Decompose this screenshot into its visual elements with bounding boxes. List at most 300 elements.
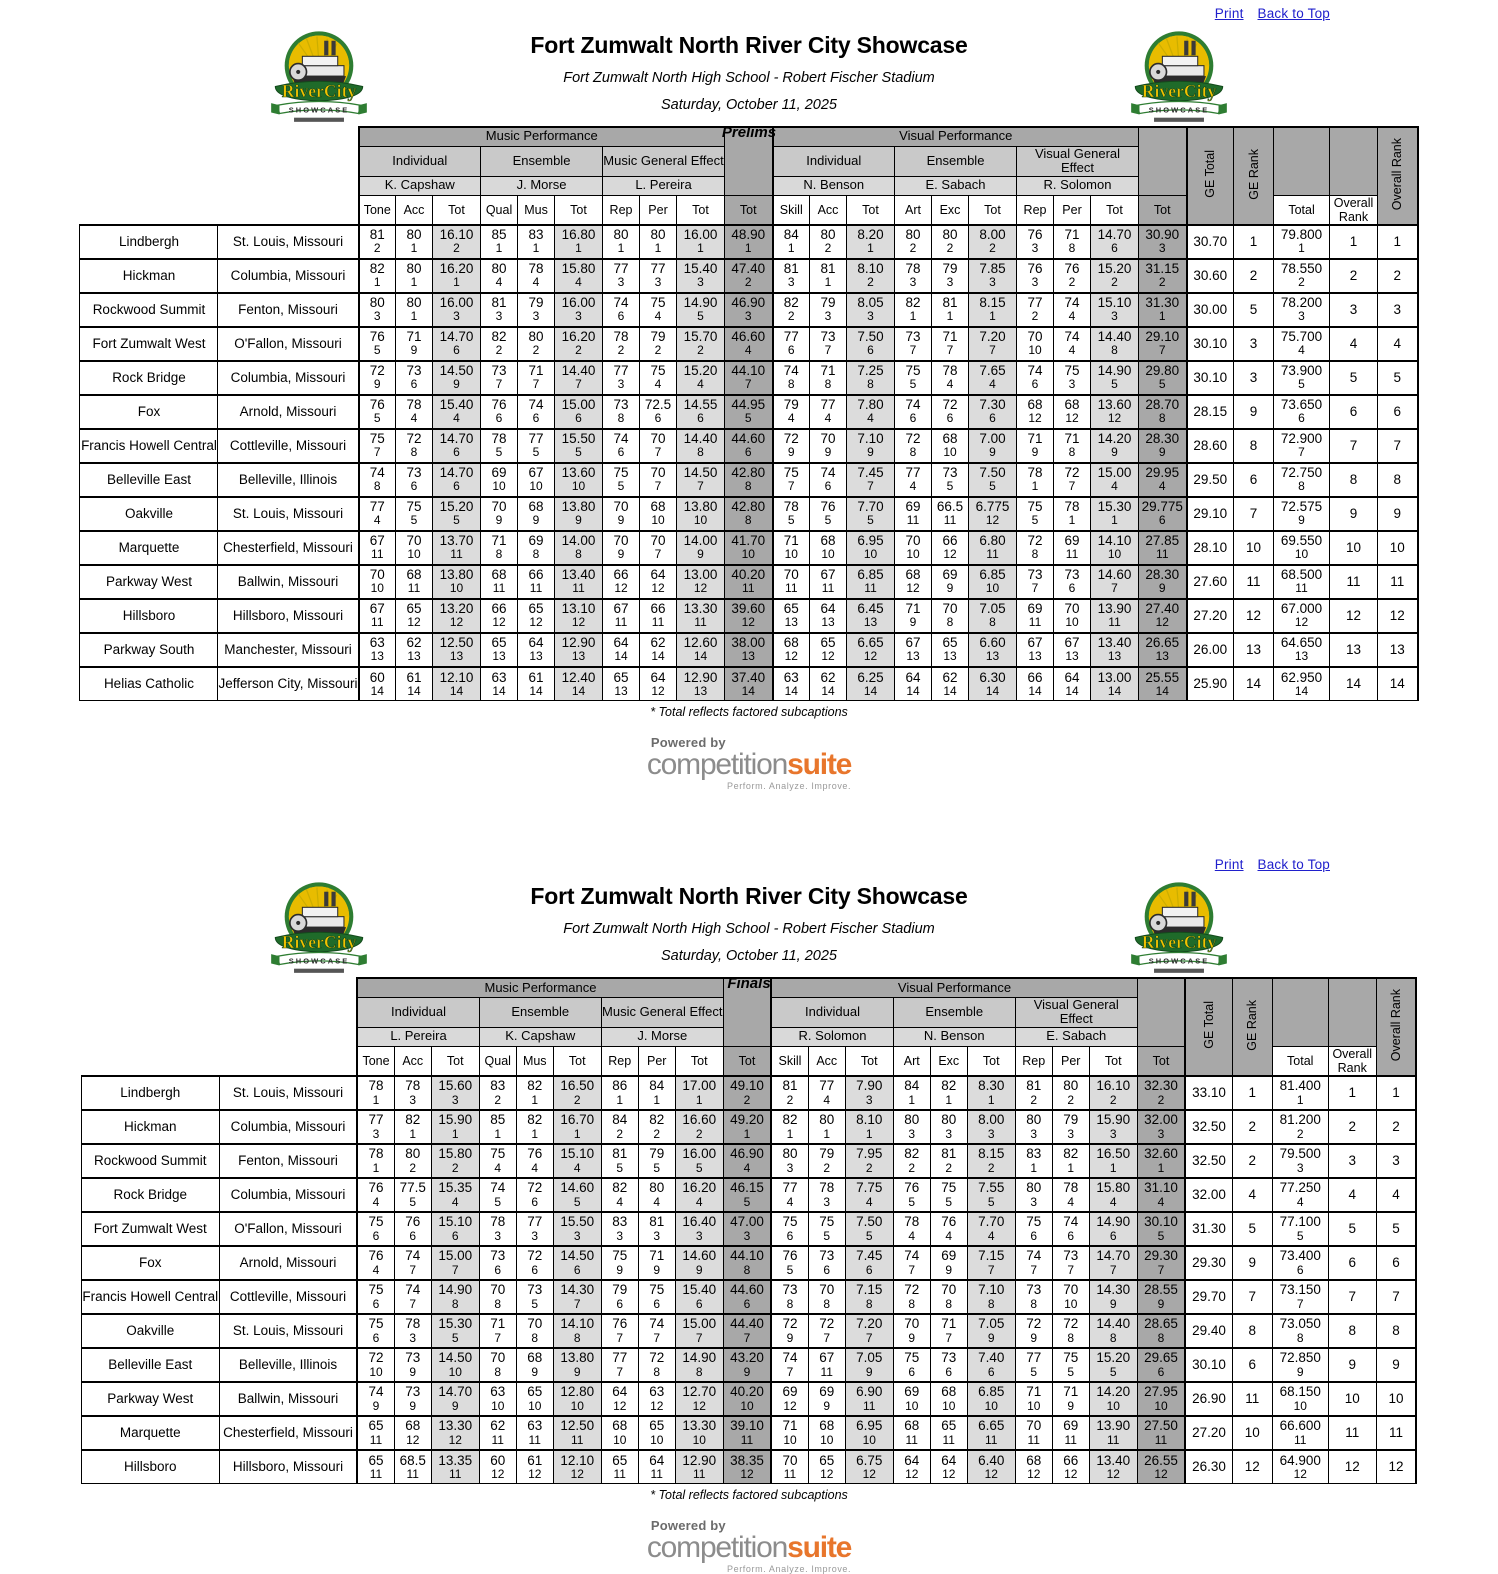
caption-tot: Tot — [969, 195, 1017, 225]
judge-visual-individual: N. Benson — [773, 176, 895, 195]
score-cell — [773, 531, 810, 565]
score-value: 71 — [783, 533, 799, 549]
score-cell — [433, 633, 481, 667]
score-cell — [930, 1348, 967, 1382]
score-value: 78.550 — [1280, 261, 1323, 277]
score-value: 7.55 — [978, 1180, 1005, 1196]
score-value: 7.70 — [857, 499, 884, 515]
score-value: 63 — [783, 669, 799, 685]
score-cell — [1328, 1314, 1376, 1348]
score-value: 32.60 — [1144, 1146, 1178, 1162]
score-cell — [1015, 1450, 1052, 1484]
score-rank: 7 — [654, 445, 662, 460]
score-rank: 9 — [617, 513, 625, 528]
score-cell — [1015, 1110, 1052, 1144]
score-cell — [1274, 225, 1330, 259]
score-cell — [357, 1076, 394, 1110]
score-rank: 1 — [909, 309, 917, 324]
score-cell — [932, 565, 969, 599]
score-rank: 12 — [1064, 1466, 1078, 1481]
score-value: 14.20 — [1096, 1384, 1131, 1400]
spacer-cell — [81, 978, 357, 997]
score-cell — [396, 599, 433, 633]
spacer-cell — [81, 997, 357, 1027]
score-value: 64 — [650, 567, 666, 583]
score-cell — [1232, 1348, 1272, 1382]
score-rank: 5 — [495, 445, 503, 460]
score-rank: 11 — [742, 581, 755, 596]
caption-tot: Tot — [553, 1046, 601, 1076]
score-cell — [1378, 395, 1418, 429]
score-value: 7.05 — [979, 601, 1006, 617]
score-rank: 5 — [987, 1194, 995, 1209]
score-rank: 12 — [693, 581, 708, 596]
score-value: 6.80 — [979, 533, 1006, 549]
score-rank: 6 — [453, 445, 460, 460]
score-cell — [723, 1178, 771, 1212]
score-cell — [1089, 1314, 1137, 1348]
ensemble-city: Belleville, Illinois — [219, 1348, 357, 1382]
score-rank: 4 — [1068, 309, 1076, 324]
score-value: 28.70 — [1145, 397, 1180, 413]
score-rank: 14 — [529, 683, 543, 698]
score-cell — [1017, 599, 1054, 633]
score-rank: 2 — [495, 343, 503, 358]
score-value: 79 — [1063, 1112, 1079, 1128]
score-rank: 11 — [785, 581, 798, 596]
ensemble-city: Columbia, Missouri — [219, 1110, 357, 1144]
score-cell — [725, 565, 773, 599]
score-rank: 8 — [575, 547, 582, 562]
score-rank: 5 — [531, 1296, 539, 1311]
score-value: 68 — [405, 1418, 421, 1434]
score-cell — [1139, 497, 1187, 531]
score-cell — [967, 1348, 1015, 1382]
score-cell — [1137, 1450, 1185, 1484]
print-link[interactable]: Print — [1214, 857, 1244, 873]
score-rank: 7 — [987, 1262, 995, 1277]
score-cell — [808, 1280, 845, 1314]
score-value: 72 — [369, 363, 385, 379]
score-rank: 9 — [373, 377, 381, 392]
score-rank: 11 — [905, 1432, 918, 1447]
section-gap — [0, 791, 1498, 851]
score-value: 75 — [905, 363, 921, 379]
score-rank: 9 — [409, 1398, 417, 1413]
score-cell — [1054, 225, 1091, 259]
score-cell — [1234, 565, 1274, 599]
score-value: 13.60 — [1097, 397, 1132, 413]
score-cell — [555, 327, 603, 361]
score-rank: 8 — [908, 1296, 916, 1311]
score-rank: 6 — [787, 343, 795, 358]
score-value: 72 — [904, 1282, 920, 1298]
score-cell — [359, 497, 396, 531]
score-value: 79 — [783, 397, 799, 413]
score-value: 81 — [941, 1146, 957, 1162]
score-cell — [640, 429, 677, 463]
score-cell — [603, 531, 640, 565]
score-value: 73 — [1064, 567, 1080, 583]
score-rank: 12 — [491, 1466, 505, 1481]
prelims-scores-table — [79, 126, 1418, 701]
score-value: 14.40 — [1097, 329, 1132, 345]
score-cell — [1376, 1178, 1416, 1212]
score-cell — [516, 1280, 553, 1314]
score-value: 12.10 — [560, 1452, 595, 1468]
score-rank: 3 — [373, 309, 381, 324]
score-cell — [847, 327, 895, 361]
score-value: 73.400 — [1279, 1248, 1321, 1264]
score-rank: 2 — [1067, 1092, 1075, 1107]
score-cell — [1272, 1382, 1328, 1416]
visual-ensemble-group: Ensemble — [893, 997, 1015, 1027]
score-rank: 10 — [740, 1398, 754, 1413]
score-value: 14.60 — [1097, 567, 1132, 583]
score-rank: 11 — [1295, 581, 1308, 596]
score-value: 72.750 — [1280, 465, 1323, 481]
score-value: 65 — [528, 601, 544, 617]
score-cell — [1272, 1076, 1328, 1110]
score-value: 75 — [612, 1248, 628, 1264]
score-value: 80 — [1026, 1180, 1042, 1196]
judge-music-ge: J. Morse — [601, 1027, 723, 1046]
score-cell — [431, 1076, 479, 1110]
score-rank: 10 — [863, 547, 878, 562]
score-value: 74 — [782, 1350, 798, 1366]
score-rank: 1 — [372, 1092, 380, 1107]
score-value: 15.35 — [438, 1180, 473, 1196]
score-value: 70 — [1027, 329, 1043, 345]
score-cell — [1378, 429, 1418, 463]
score-cell — [1185, 1280, 1232, 1314]
score-value: 13.00 — [683, 567, 718, 583]
score-rank: 2 — [453, 241, 460, 256]
score-cell — [1274, 429, 1330, 463]
score-cell — [893, 1382, 930, 1416]
table-row — [81, 1246, 1416, 1280]
score-rank: 5 — [410, 513, 418, 528]
score-cell — [771, 1314, 808, 1348]
score-rank: 4 — [494, 1160, 502, 1175]
score-rank: 12 — [1293, 1466, 1307, 1481]
score-value: 9 — [1392, 1357, 1400, 1373]
score-value: 80 — [1063, 1078, 1079, 1094]
score-rank: 6 — [409, 1228, 417, 1243]
score-value: 6.65 — [857, 635, 884, 651]
score-cell — [1052, 1416, 1089, 1450]
brand-suite: suite — [787, 748, 852, 782]
score-rank: 3 — [1158, 241, 1166, 256]
judge-visual-ge: R. Solomon — [1017, 176, 1139, 195]
score-value: 8.15 — [978, 1146, 1005, 1162]
score-value: 28.30 — [1145, 431, 1180, 447]
score-cell — [845, 1246, 893, 1280]
score-value: 72 — [783, 431, 799, 447]
score-cell — [675, 1212, 723, 1246]
score-value: 79 — [942, 261, 958, 277]
score-cell — [1015, 1178, 1052, 1212]
finals-footnote: * Total reflects factored subcaptions — [650, 1488, 848, 1503]
score-rank: 2 — [945, 1160, 953, 1175]
score-cell — [1015, 1382, 1052, 1416]
score-value: 7.50 — [979, 465, 1006, 481]
page-title: Fort Zumwalt North River City Showcase — [530, 32, 968, 58]
score-cell — [895, 633, 932, 667]
score-cell — [1376, 1110, 1416, 1144]
score-value: 81 — [491, 295, 507, 311]
score-rank: 3 — [823, 1194, 831, 1209]
score-cell — [1234, 259, 1274, 293]
score-value: 15.90 — [1096, 1112, 1131, 1128]
score-rank: 8 — [743, 1262, 751, 1277]
score-cell — [723, 1382, 771, 1416]
score-value: 8.10 — [856, 1112, 883, 1128]
score-cell — [773, 497, 810, 531]
score-cell — [1328, 1178, 1376, 1212]
score-cell — [431, 1314, 479, 1348]
score-rank: 9 — [453, 377, 460, 392]
score-value: 66 — [491, 601, 507, 617]
score-value: 75 — [369, 431, 385, 447]
score-value: 62.950 — [1280, 669, 1323, 685]
score-cell — [1272, 1450, 1328, 1484]
score-rank: 11 — [572, 581, 585, 596]
score-value: 77.250 — [1279, 1180, 1321, 1196]
score-cell — [1089, 1382, 1137, 1416]
score-cell — [518, 429, 555, 463]
score-cell — [969, 497, 1017, 531]
score-cell — [1091, 259, 1139, 293]
caption-tot: Tot — [433, 195, 481, 225]
score-cell — [808, 1110, 845, 1144]
score-cell — [967, 1246, 1015, 1280]
score-value: 16.20 — [561, 329, 596, 345]
score-rank: 12 — [1027, 1466, 1041, 1481]
score-rank: 6 — [945, 1364, 953, 1379]
score-value: 81 — [820, 261, 836, 277]
score-cell — [1089, 1246, 1137, 1280]
score-value: 77 — [1027, 295, 1043, 311]
score-value: 16.10 — [1096, 1078, 1131, 1094]
score-value: 80 — [369, 295, 385, 311]
score-value: 13.40 — [1096, 1452, 1131, 1468]
score-value: 15.20 — [683, 363, 718, 379]
score-rank: 12 — [406, 1432, 420, 1447]
score-value: 7.10 — [857, 431, 884, 447]
score-value: 76 — [369, 329, 385, 345]
score-cell — [479, 1450, 516, 1484]
score-value: 77 — [368, 1112, 384, 1128]
score-rank: 4 — [372, 1194, 380, 1209]
score-cell — [810, 599, 847, 633]
score-cell — [1054, 293, 1091, 327]
overall-rank-header — [1330, 127, 1378, 195]
score-value: 80 — [405, 1146, 421, 1162]
score-rank: 9 — [824, 445, 832, 460]
score-value: 1 — [1248, 1085, 1256, 1101]
prelims-title-block — [379, 22, 1119, 141]
score-rank: 4 — [653, 1194, 661, 1209]
score-cell — [1015, 1144, 1052, 1178]
score-rank: 4 — [945, 1228, 953, 1243]
back-to-top-link[interactable]: Back to Top — [1257, 857, 1330, 873]
score-cell — [357, 1314, 394, 1348]
total-header — [1274, 127, 1330, 195]
score-cell — [640, 463, 677, 497]
score-cell — [359, 395, 396, 429]
print-link[interactable]: Print — [1214, 6, 1244, 21]
score-cell — [481, 395, 518, 429]
score-value: 84 — [612, 1112, 628, 1128]
ensemble-city: St. Louis, Missouri — [219, 1076, 357, 1110]
score-cell — [723, 1280, 771, 1314]
score-rank: 8 — [573, 1330, 581, 1345]
score-cell — [1330, 327, 1378, 361]
score-cell — [723, 1076, 771, 1110]
ensemble-city: Columbia, Missouri — [218, 361, 359, 395]
score-rank: 5 — [823, 1228, 831, 1243]
score-rank: 5 — [945, 1194, 953, 1209]
score-value: 43.20 — [730, 1350, 764, 1366]
table-row — [81, 1076, 1416, 1110]
score-rank: 4 — [823, 1092, 831, 1107]
score-cell — [969, 667, 1017, 701]
score-cell — [930, 1450, 967, 1484]
score-value: 78 — [1027, 465, 1043, 481]
score-cell — [394, 1314, 431, 1348]
ensemble-name: Francis Howell Central — [80, 429, 218, 463]
score-cell — [394, 1382, 431, 1416]
score-rank: 8 — [1296, 1330, 1304, 1345]
score-rank: 2 — [1031, 309, 1039, 324]
score-value: 73 — [782, 1282, 798, 1298]
caption-rep: Rep — [601, 1046, 638, 1076]
score-value: 70 — [613, 533, 629, 549]
score-value: 60 — [490, 1452, 506, 1468]
score-cell — [553, 1314, 601, 1348]
score-cell — [893, 1144, 930, 1178]
caption-tot: Tot — [967, 1046, 1015, 1076]
back-to-top-link[interactable]: Back to Top — [1257, 6, 1330, 21]
score-value: 26.55 — [1144, 1452, 1178, 1468]
score-value: 32.00 — [1144, 1112, 1178, 1128]
score-rank: 6 — [946, 411, 954, 426]
score-value: 15.20 — [439, 499, 474, 515]
ensemble-city: Columbia, Missouri — [218, 259, 359, 293]
score-cell — [1272, 1110, 1328, 1144]
score-cell — [1330, 361, 1378, 395]
score-cell — [603, 225, 640, 259]
score-cell — [1234, 395, 1274, 429]
score-rank: 13 — [1294, 649, 1309, 664]
score-value: 7.15 — [978, 1248, 1005, 1264]
score-rank: 12 — [783, 1398, 797, 1413]
score-rank: 13 — [571, 649, 586, 664]
score-cell — [1139, 429, 1187, 463]
powered-by-block — [0, 735, 1498, 791]
score-value: 14.55 — [683, 397, 718, 413]
score-cell — [431, 1212, 479, 1246]
score-value: 78 — [1064, 499, 1080, 515]
score-cell — [603, 599, 640, 633]
score-rank: 14 — [1155, 683, 1169, 698]
score-rank: 11 — [371, 615, 384, 630]
score-rank: 7 — [946, 343, 954, 358]
score-cell — [847, 531, 895, 565]
score-cell — [638, 1382, 675, 1416]
score-rank: 11 — [492, 581, 506, 596]
score-cell — [677, 565, 725, 599]
score-rank: 3 — [494, 1228, 502, 1243]
score-cell — [516, 1144, 553, 1178]
score-value: 42.80 — [731, 499, 766, 515]
overall-rank-rotated-header — [1378, 127, 1418, 225]
score-rank: 9 — [987, 1330, 995, 1345]
score-rank: 11 — [864, 581, 877, 596]
score-cell — [810, 361, 847, 395]
overall-rank-rotated-header — [1376, 978, 1416, 1076]
score-value: 30.10 — [1193, 336, 1228, 352]
score-value: 68 — [1026, 1452, 1042, 1468]
score-cell — [845, 1348, 893, 1382]
score-value: 72 — [527, 1180, 543, 1196]
score-value: 6.45 — [857, 601, 884, 617]
score-rank: 3 — [946, 275, 954, 290]
score-rank: 11 — [651, 615, 665, 630]
rotated-label: GE Total — [1202, 1001, 1216, 1049]
score-rank: 4 — [697, 377, 704, 392]
score-cell — [677, 225, 725, 259]
score-rank: 2 — [823, 1160, 831, 1175]
score-rank: 7 — [1298, 445, 1305, 460]
ensemble-name: Fort Zumwalt West — [81, 1212, 219, 1246]
score-cell — [394, 1144, 431, 1178]
river-city-showcase-logo-icon — [1127, 22, 1231, 126]
score-rank: 1 — [744, 241, 752, 256]
score-cell — [677, 361, 725, 395]
score-value: 67.000 — [1280, 601, 1323, 617]
score-rank: 6 — [531, 1194, 539, 1209]
score-rank: 8 — [410, 445, 418, 460]
score-cell — [638, 1178, 675, 1212]
score-value: 66.600 — [1279, 1418, 1321, 1434]
score-cell — [396, 429, 433, 463]
score-rank: 9 — [451, 1398, 459, 1413]
score-value: 42.80 — [731, 465, 766, 481]
score-rank: 7 — [451, 1262, 459, 1277]
score-rank: 6 — [653, 1296, 661, 1311]
ensemble-name: Helias Catholic — [80, 667, 218, 701]
score-rank: 5 — [575, 445, 582, 460]
score-cell — [431, 1382, 479, 1416]
score-value: 76 — [1027, 227, 1043, 243]
score-rank: 6 — [410, 377, 418, 392]
score-value: 74 — [369, 465, 385, 481]
score-value: 68 — [783, 635, 799, 651]
score-value: 32.50 — [1192, 1153, 1226, 1169]
score-rank: 13 — [741, 649, 755, 664]
score-cell — [1330, 395, 1378, 429]
score-rank: 12 — [1106, 1466, 1120, 1481]
score-value: 80 — [905, 227, 921, 243]
score-value: 8 — [1349, 472, 1358, 488]
score-value: 2 — [1248, 1153, 1256, 1169]
score-value: 78.200 — [1280, 295, 1323, 311]
score-value: 73 — [1027, 567, 1043, 583]
score-value: 7.40 — [978, 1350, 1005, 1366]
score-value: 8.00 — [978, 1112, 1005, 1128]
